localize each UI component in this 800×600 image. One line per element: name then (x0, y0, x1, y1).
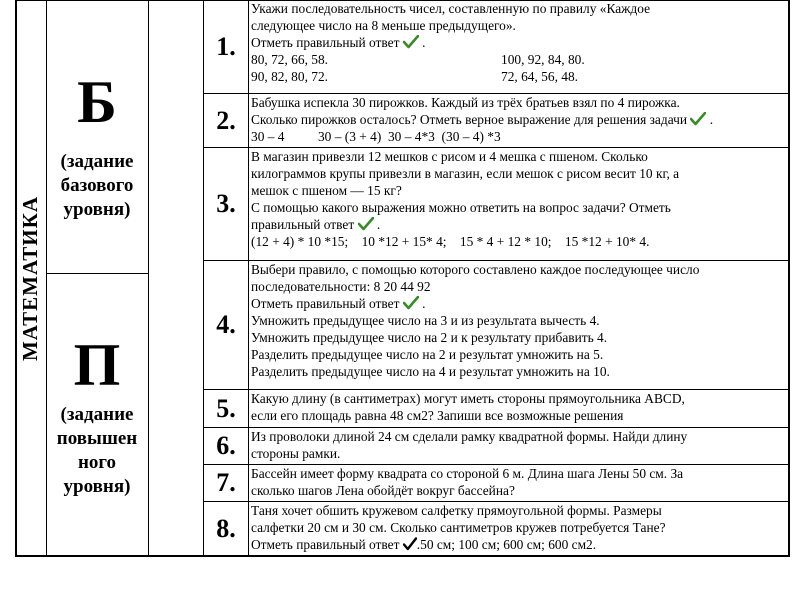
task-line (251, 295, 789, 312)
level-basic (46, 69, 148, 222)
task-line (251, 216, 789, 233)
task-text-4 (251, 261, 789, 380)
task-line-end: . (376, 217, 381, 232)
task-text-5 (251, 390, 789, 424)
task-line-end: . (709, 112, 714, 127)
answer-option: Умножить предыдущее число на 3 и из результата вычесть 4. (251, 313, 600, 328)
task-text-7 (251, 465, 789, 499)
task-text-2 (251, 94, 789, 145)
task-line-text: Сколько пирожков осталось? Отметь верное выражение для решения задачи (251, 112, 687, 127)
task-line: Какую длину (в сантиметрах) могут иметь стороны прямоугольника ABCD, (251, 391, 685, 406)
task-line: сколько шагов Лена обойдёт вокруг бассейна? (251, 483, 515, 498)
task-line: мешок с пшеном — 15 кг? (251, 183, 402, 198)
subject-title: МАТЕМАТИКА (18, 195, 43, 361)
subject-column (16, 0, 46, 556)
task-line (251, 34, 789, 51)
answer-option: Разделить предыдущее число на 4 и результат умножить на 10. (251, 364, 610, 379)
task-line: стороны рамки. (251, 446, 341, 461)
task-number: 5. (216, 393, 236, 423)
task-line (251, 536, 789, 553)
level-advanced-desc: повышен (56, 428, 138, 449)
task-number: 1. (216, 32, 236, 61)
answer-option: 100, 92, 84, 80. (501, 52, 585, 67)
task-line: салфетки 20 см и 30 см. Сколько сантиметров кружев потребуется Тане? (251, 520, 666, 535)
answer-option: 90, 82, 80, 72. (251, 69, 328, 84)
task-text-8 (251, 502, 789, 553)
level-advanced-desc: уровня) (63, 476, 131, 497)
level-basic-letter: Б (77, 69, 117, 135)
task-line: Из проволоки длиной 24 см сделали рамку квадратной формы. Найди длину (251, 429, 688, 444)
answer-prompt: Отметь правильный ответ (251, 537, 400, 552)
task-line: Таня хочет обшить кружевом салфетку прямоугольной формы. Размеры (251, 503, 662, 518)
task-text-6 (251, 428, 789, 462)
task-number: 8. (216, 513, 236, 543)
task-number: 2. (216, 105, 236, 135)
answer-option: 72, 64, 56, 48. (501, 69, 578, 84)
task-number: 7. (216, 468, 236, 497)
task-number: 3. (216, 189, 236, 218)
task-line: Бабушка испекла 30 пирожков. Каждый из трёх братьев взял по 4 пирожка. (251, 95, 680, 110)
task-text-3 (251, 148, 789, 250)
check-icon (403, 296, 419, 310)
answer-option: Разделить предыдущее число на 2 и результат умножить на 5. (251, 347, 604, 362)
table-border-bottom (15, 555, 790, 557)
answer-option: Умножить предыдущее число на 2 и к результату прибавить 4. (251, 330, 608, 345)
check-icon (358, 217, 374, 231)
level-basic-desc: базового (60, 175, 134, 196)
task-line: последовательности: 8 20 44 92 (251, 279, 431, 294)
task-line: (12 + 4) * 10 *15; 10 *12 + 15* 4; 15 * 4 + 12 * 10; 15 *12 + 10* 4. (251, 234, 650, 249)
task-line: С помощью какого выражения можно ответить на вопрос задачи? Отметь (251, 200, 671, 215)
task-line: килограммов крупы привезли в магазин, если мешок с рисом весит 10 кг, а (251, 166, 680, 181)
task-line: Бассейн имеет форму квадрата со стороной 6 м. Длина шага Лены 50 см. За (251, 466, 684, 481)
column-divider (148, 0, 149, 557)
level-advanced-letter: П (73, 332, 121, 398)
task-options-row (251, 51, 789, 68)
check-icon (403, 35, 419, 49)
task-line: Укажи последовательность чисел, составленную по правилу «Каждое (251, 1, 651, 16)
task-line-end: .50 см; 100 см; 600 см; 600 см2. (416, 537, 597, 552)
task-line-end: . (422, 35, 426, 50)
task-line: В магазин привезли 12 мешков с рисом и 4 мешка с пшеном. Сколько (251, 149, 648, 164)
column-divider (248, 0, 249, 557)
answer-prompt: правильный ответ (251, 217, 355, 232)
task-line: если его площадь равна 48 см2? Запиши все возможные решения (251, 408, 624, 423)
task-line (251, 111, 789, 128)
task-line: следующее число на 8 меньше предыдущего». (251, 18, 516, 33)
answer-prompt: Отметь правильный ответ (251, 296, 400, 311)
level-divider (46, 273, 149, 274)
answer-option: 80, 72, 66, 58. (251, 52, 328, 67)
task-options-row (251, 68, 789, 85)
answer-prompt: Отметь правильный ответ (251, 35, 400, 50)
level-basic-desc: (задание (60, 151, 134, 172)
level-advanced-desc: (задание (60, 404, 134, 425)
task-number: 6. (216, 431, 236, 460)
check-icon (403, 537, 417, 551)
level-basic-desc: уровня) (63, 199, 131, 220)
task-line-end: . (422, 296, 426, 311)
task-line: Выбери правило, с помощью которого составлено каждое последующее число (251, 262, 700, 277)
level-advanced-desc: ного (77, 452, 117, 473)
check-icon (690, 112, 706, 126)
task-line: 30 – 4 30 – (3 + 4) 30 – 4*3 (30 – 4) *3 (251, 129, 501, 144)
level-advanced (46, 332, 148, 499)
task-number: 4. (216, 310, 236, 339)
task-text-1 (251, 0, 789, 85)
